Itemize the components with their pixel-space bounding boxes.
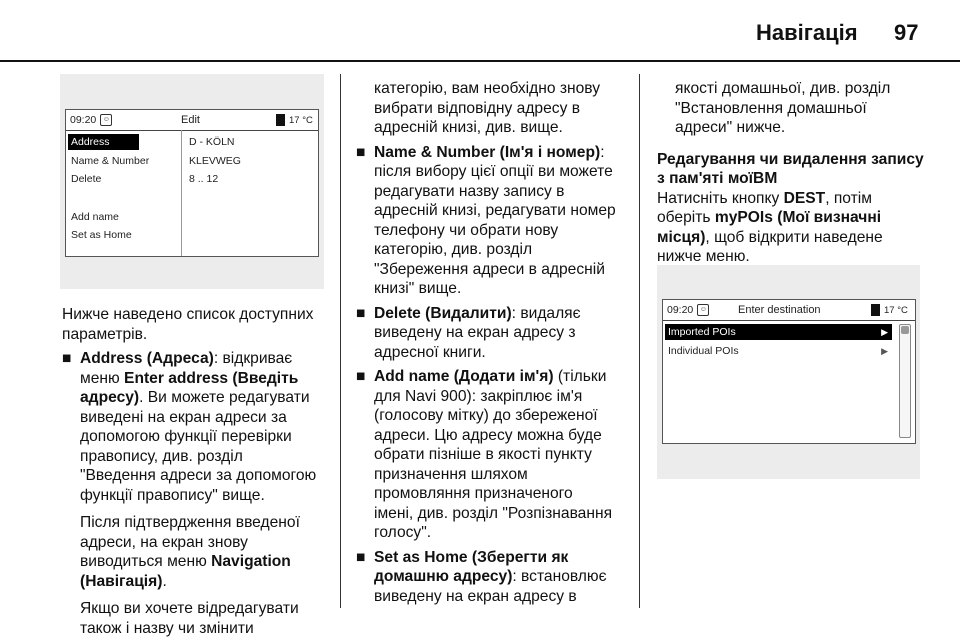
address-street: KLEVWEG [189,155,241,167]
clock: 09:20 [667,304,694,316]
section-heading: з пам'яті моїВМ [657,170,778,187]
menu-item-add-name[interactable]: Add name [71,211,119,223]
menu-item-set-as-home[interactable]: Set as Home [71,229,132,241]
option-text: категорію, див. розділ [374,241,533,258]
page-number: 97 [894,20,919,45]
option-text: : відкриває [213,350,293,367]
continued-text [356,79,636,138]
option-text: допомогою функції перевірки [80,428,292,445]
connection-icon: ☺ [100,114,112,126]
option-title: Name & Number (Ім'я і номер) [374,143,601,161]
column-divider [340,74,341,608]
temperature: 17 °C [884,304,908,316]
paragraph-line: оберіть [657,209,715,226]
paragraph-line: "Встановлення домашньої [675,99,867,117]
chevron-right-icon: ▶ [881,327,888,337]
option-text: редагувати назву запису в [374,182,565,200]
menu-reference: (Навігація) [80,572,163,590]
address-city: D - KÖLN [189,136,235,148]
option-title: Set as Home (Зберегти як [374,548,569,566]
paragraph-line: нижче меню. [657,248,750,265]
bullet: ■ [356,368,366,385]
list-item-label: Individual POIs [668,345,739,357]
paragraph-line: виводиться меню [80,553,212,570]
option-title: Delete (Видалити) [374,304,512,322]
status-bar [663,300,915,321]
paragraph-line: Натисніть кнопку [657,189,784,207]
intro-line: параметрів. [62,325,148,343]
intro-line: Нижче наведено список доступних [62,306,314,323]
option-add-name [356,367,636,543]
bullet: ■ [356,143,366,161]
paragraph-line: вибрати відповідну адресу в [374,99,580,117]
option-text: виведені на екран адреси за [80,408,287,426]
option-text: : видаляє [511,304,581,322]
chevron-right-icon: ▶ [881,346,888,356]
option-text: . Ви можете редагувати [139,389,310,406]
paragraph [62,513,334,591]
option-title: Add name (Додати ім'я) [374,368,554,385]
option-text: для Navi 900): закріплює ім'я [374,387,583,405]
paragraph-line: Після підтвердження введеної [80,514,300,531]
option-text: обрати пізніше в якості пункту [374,446,592,463]
menu-reference: Navigation [211,553,291,570]
continued-text [657,79,952,138]
option-text: "Введення адреси за допомогою [80,467,317,484]
section-heading: Редагування чи видалення запису [657,150,924,168]
temperature: 17 °C [289,114,313,126]
scrollbar-thumb[interactable] [901,326,909,334]
pane-divider [181,130,182,256]
paragraph-line: , потім [825,189,872,207]
paragraph-line: , щоб відкрити наведене [705,228,883,246]
option-text: "Збереження адреси в адресній [374,260,605,278]
option-address [62,349,334,505]
option-text: після вибору цієї опції ви можете [374,163,613,180]
option-text: (тільки [553,368,607,385]
clock: 09:20 [70,114,97,126]
paragraph-line: категорію, вам необхідно знову [374,80,601,97]
option-text: : [600,143,605,161]
address-number: 8 .. 12 [189,173,219,185]
option-name-number [356,143,636,299]
paragraph-line: також і назву чи змінити [80,619,254,637]
button-reference: DEST [783,189,826,207]
paragraph-line: . [162,572,167,590]
option-text: голосу". [374,524,432,541]
screenshot-edit [60,74,324,289]
option-text: меню [80,369,125,387]
list-item-individual-pois[interactable] [665,343,892,359]
option-text: адреси. Цю адресу можна буде [374,426,602,444]
option-delete [356,304,636,363]
list-item-label: Imported POIs [668,326,736,338]
destination-screen [662,299,916,444]
thermometer-icon [871,304,880,316]
paragraph-line: адресній книзі, див. вище. [374,119,563,136]
header-rule [0,60,960,62]
option-title: Address (Адреса) [80,350,214,367]
screen-title: Enter destination [738,304,821,316]
option-text: адресної книги. [374,343,486,361]
paragraph-line: якості домашньої, див. розділ [675,80,891,97]
column-3 [657,79,952,267]
option-title: домашню адресу) [374,568,513,585]
option-text: телефону чи обрати нову [374,221,559,239]
menu-reference: місця) [657,228,706,246]
paragraph-line: адреси" нижче. [675,119,786,136]
menu-reference: myPOIs (Мої визначні [714,209,882,226]
option-text: виведену на екран адресу з [374,324,576,341]
menu-item-delete[interactable]: Delete [71,173,102,185]
menu-item-name-number[interactable]: Name & Number [71,155,150,167]
thermometer-icon [276,114,285,126]
option-text: адресній книзі, редагувати номер [374,202,616,219]
status-bar [66,110,318,131]
edit-screen [65,109,319,257]
screenshot-enter-destination [657,265,920,479]
list-item-imported-pois[interactable] [665,324,892,340]
option-set-as-home [356,548,636,607]
column-2 [356,79,636,606]
section [657,150,952,267]
option-text: призначення шляхом [374,465,528,483]
column-1 [62,305,334,638]
option-text: (голосову мітку) до збереженої [374,407,598,424]
screen-title: Edit [181,114,200,126]
bullet: ■ [62,350,72,367]
scrollbar[interactable] [899,324,911,438]
option-text: функції правопису" вище. [80,486,265,504]
column-divider [639,74,640,608]
menu-reference: адресу) [80,389,140,406]
bullet: ■ [356,304,366,322]
paragraph-line: адреси, на екран знову [80,533,248,551]
option-text: правопису, див. розділ [80,447,243,465]
paragraph [62,599,334,638]
option-text: імені, див. розділ "Розпізнавання [374,504,613,522]
option-text: промовляння призначеного [374,485,573,502]
option-text: : встановлює [512,568,607,585]
page-header-title: Навігація [756,20,858,45]
option-text: книзі" вище. [374,280,462,297]
bullet: ■ [356,548,366,566]
connection-icon: ☺ [697,304,709,316]
paragraph-line: Якщо ви хочете відредагувати [80,600,299,617]
option-text: виведену на екран адресу в [374,587,577,605]
menu-reference: Enter address (Введіть [124,369,299,387]
menu-item-address[interactable]: Address [68,134,139,150]
